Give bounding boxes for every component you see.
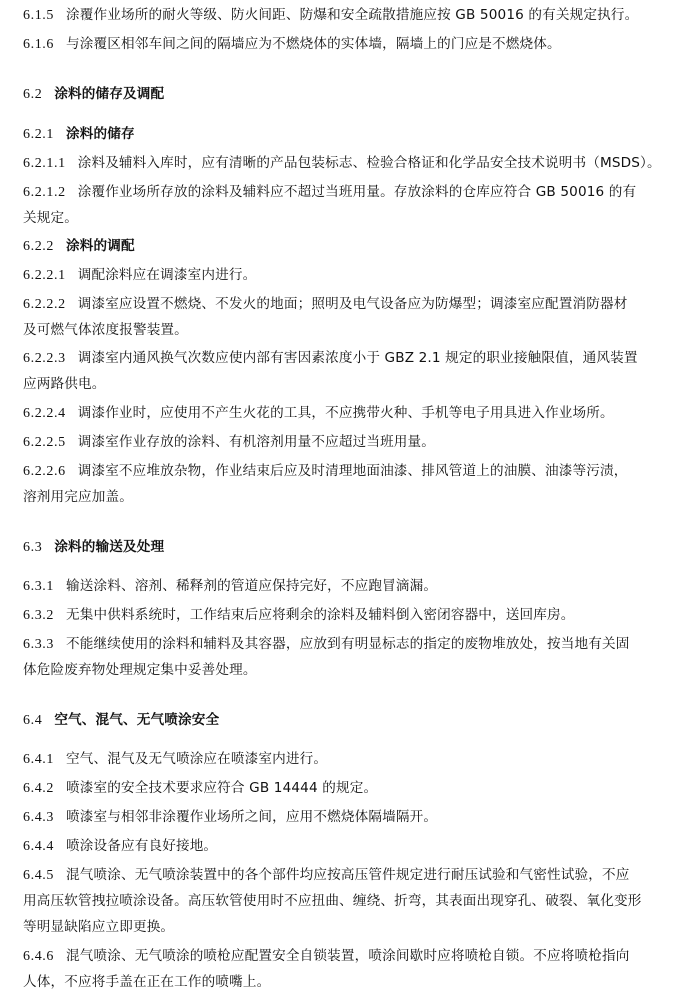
clause-line (23, 458, 680, 484)
section-heading (23, 707, 680, 733)
clause-number: 6.2.2.5 (23, 435, 66, 450)
clause-text: 喷漆室的安全技术要求应符合 GB 14444 的规定。 (66, 780, 378, 796)
clause-line (23, 775, 680, 801)
clause-text: 涂料的输送及处理 (54, 539, 165, 555)
clause-number: 6.2.2.2 (23, 297, 66, 312)
clause-line (23, 862, 680, 888)
clause-text: 涂料的储存及调配 (54, 86, 165, 102)
clause-continuation-line (23, 888, 680, 914)
clause-line (23, 746, 680, 772)
clause-text: 应两路供电。 (23, 376, 106, 392)
clause-number: 6.4.6 (23, 949, 54, 964)
clause-number: 6.2.2.1 (23, 268, 66, 283)
clause-number: 6.2.1 (23, 127, 54, 142)
clause-number: 6.4 (23, 713, 43, 728)
clause-number: 6.4.5 (23, 868, 54, 883)
subsection-heading (23, 121, 680, 147)
clause-text: 混气喷涂、无气喷涂的喷枪应配置安全自锁装置，喷涂间歇时应将喷枪自锁。不应将喷枪指向 (66, 948, 630, 964)
clause-line (23, 602, 680, 628)
clause-text: 空气、混气、无气喷涂安全 (54, 712, 220, 728)
clause-line (23, 150, 680, 176)
clause-text: 不能继续使用的涂料和辅料及其容器，应放到有明显标志的指定的废物堆放处，按当地有关固 (66, 636, 630, 652)
clause-text: 用高压软管拽拉喷涂设备。高压软管使用时不应扭曲、缠绕、折弯，其表面出现穿孔、破裂、氧化变形 (23, 893, 642, 909)
clause-text: 涂覆作业场所存放的涂料及辅料应不超过当班用量。存放涂料的仓库应符合 GB 50016 的有 (77, 184, 637, 200)
clause-number: 6.2.2 (23, 239, 54, 254)
clause-line (23, 345, 680, 371)
clause-number: 6.1.5 (23, 8, 54, 23)
clause-text: 与涂覆区相邻车间之间的隔墙应为不燃烧体的实体墙，隔墙上的门应是不燃烧体。 (66, 36, 561, 52)
clause-continuation-line (23, 205, 680, 231)
clause-continuation-line (23, 317, 680, 343)
clause-line (23, 631, 680, 657)
clause-line (23, 400, 680, 426)
clause-number: 6.2.2.3 (23, 351, 66, 366)
clause-text: 涂料的储存 (66, 126, 135, 142)
clause-text: 体危险废弃物处理规定集中妥善处理。 (23, 662, 257, 678)
clause-text: 调漆室不应堆放杂物，作业结束后应及时清理地面油漆、排风管道上的油膜、油漆等污渍， (77, 463, 628, 479)
clause-text: 涂料的调配 (66, 238, 135, 254)
clause-text: 喷涂设备应有良好接地。 (66, 838, 218, 854)
clause-line (23, 429, 680, 455)
clause-text: 输送涂料、溶剂、稀释剂的管道应保持完好，不应跑冒滴漏。 (66, 578, 438, 594)
clause-text: 溶剂用完应加盖。 (23, 489, 133, 505)
clause-line (23, 943, 680, 969)
clause-continuation-line (23, 969, 680, 995)
clause-line (23, 2, 680, 28)
clause-number: 6.4.2 (23, 781, 54, 796)
clause-number: 6.4.1 (23, 752, 54, 767)
clause-line (23, 804, 680, 830)
clause-number: 6.3.3 (23, 637, 54, 652)
clause-line (23, 179, 680, 205)
clause-text: 调配涂料应在调漆室内进行。 (77, 267, 257, 283)
clause-text: 调漆室应设置不燃烧、不发火的地面；照明及电气设备应为防爆型；调漆室应配置消防器材 (77, 296, 628, 312)
clause-text: 空气、混气及无气喷涂应在喷漆室内进行。 (66, 751, 328, 767)
clause-line (23, 31, 680, 57)
clause-text: 及可燃气体浓度报警装置。 (23, 322, 188, 338)
clause-number: 6.3.2 (23, 608, 54, 623)
clause-number: 6.2.1.1 (23, 156, 66, 171)
section-heading (23, 534, 680, 560)
clause-number: 6.3 (23, 540, 43, 555)
clause-number: 6.2 (23, 87, 43, 102)
clause-line (23, 833, 680, 859)
clause-number: 6.2.2.6 (23, 464, 66, 479)
clause-number: 6.2.1.2 (23, 185, 66, 200)
clause-number: 6.4.3 (23, 810, 54, 825)
clause-continuation-line (23, 657, 680, 683)
clause-text: 喷漆室与相邻非涂覆作业场所之间，应用不燃烧体隔墙隔开。 (66, 809, 438, 825)
clause-continuation-line (23, 371, 680, 397)
clause-text: 混气喷涂、无气喷涂装置中的各个部件均应按高压管件规定进行耐压试验和气密性试验，不应 (66, 867, 630, 883)
section-heading (23, 81, 680, 107)
clause-text: 关规定。 (23, 210, 78, 226)
clause-number: 6.4.4 (23, 839, 54, 854)
clause-text: 人体，不应将手盖在正在工作的喷嘴上。 (23, 974, 271, 990)
clause-continuation-line (23, 914, 680, 940)
clause-number: 6.1.6 (23, 37, 54, 52)
clause-line (23, 291, 680, 317)
clause-text: 调漆室内通风换气次数应使内部有害因素浓度小于 GBZ 2.1 规定的职业接触限值，通风装置 (77, 350, 638, 366)
clause-text: 涂覆作业场所的耐火等级、防火间距、防爆和安全疏散措施应按 GB 50016 的有关规定执行。 (66, 7, 639, 23)
clause-number: 6.3.1 (23, 579, 54, 594)
clause-line (23, 573, 680, 599)
clause-text: 调漆室作业存放的涂料、有机溶剂用量不应超过当班用量。 (77, 434, 436, 450)
clause-text: 无集中供料系统时，工作结束后应将剩余的涂料及辅料倒入密闭容器中，送回库房。 (66, 607, 575, 623)
clause-line (23, 262, 680, 288)
clause-number: 6.2.2.4 (23, 406, 66, 421)
clause-text: 涂料及辅料入库时，应有清晰的产品包装标志、检验合格证和化学品安全技术说明书（MSDS）。 (77, 155, 661, 171)
clause-continuation-line (23, 484, 680, 510)
clause-text: 调漆作业时，应使用不产生火花的工具，不应携带火种、手机等电子用具进入作业场所。 (77, 405, 614, 421)
subsection-heading (23, 233, 680, 259)
clause-text: 等明显缺陷应立即更换。 (23, 919, 175, 935)
